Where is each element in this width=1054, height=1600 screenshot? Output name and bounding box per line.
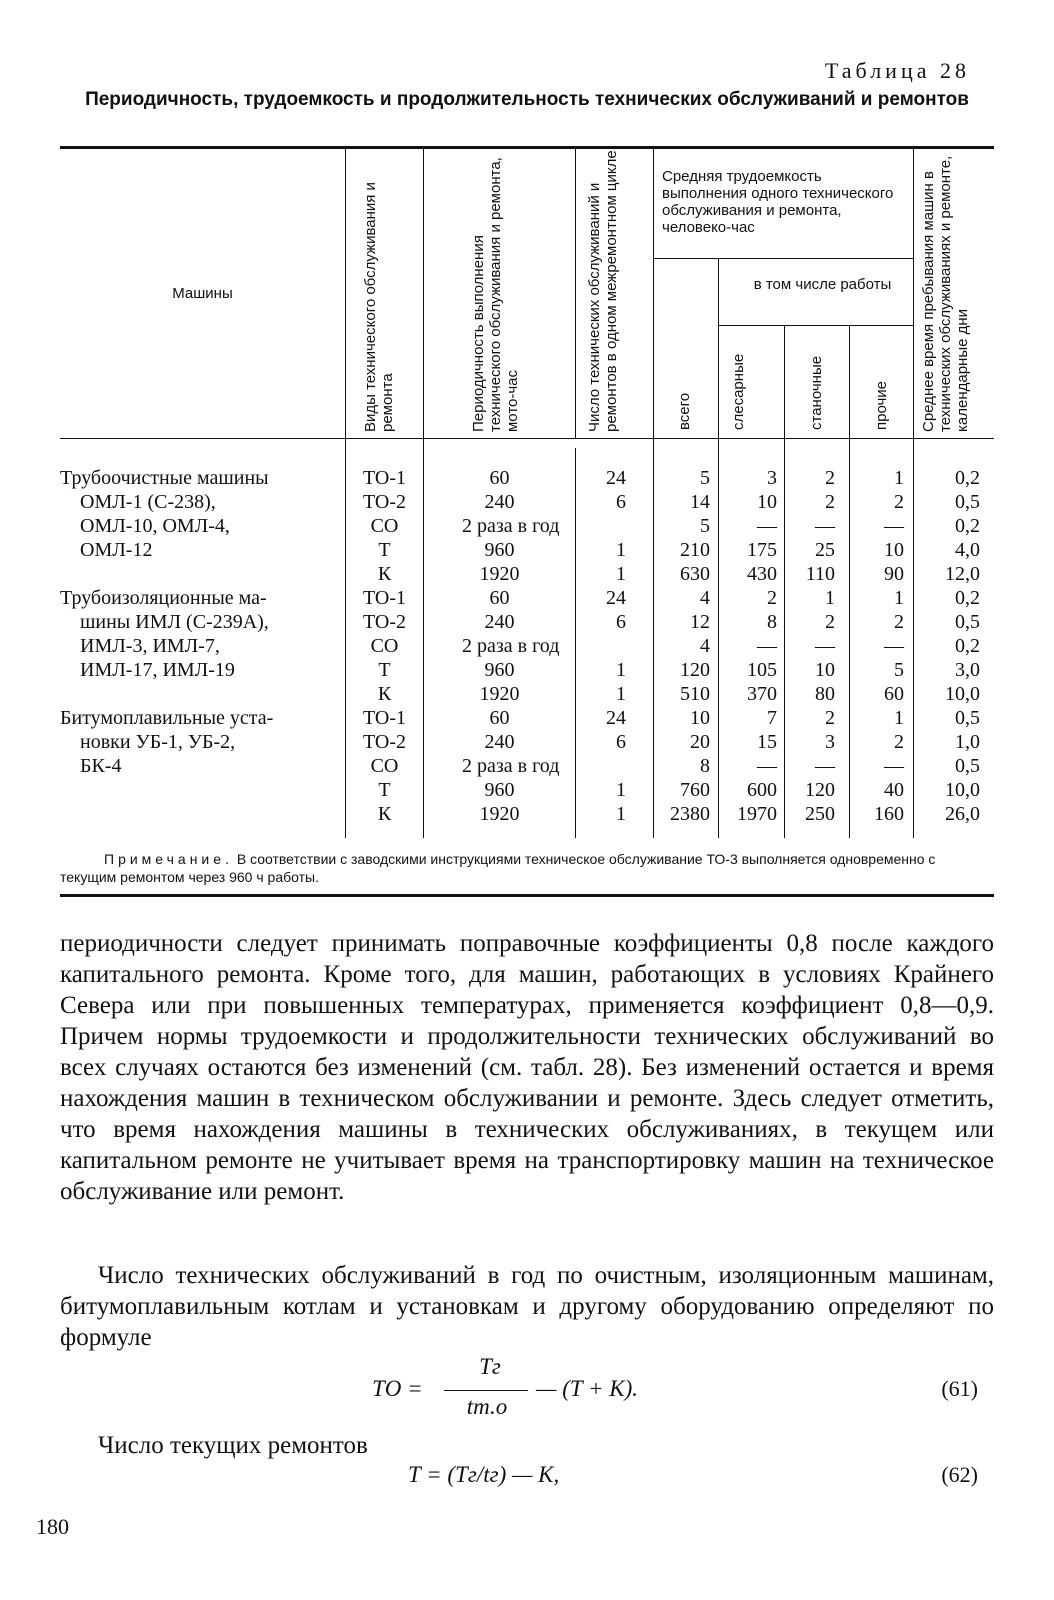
note-text: В соответствии с заводскими инструкциями техническое обслуживание ТО-3 выполняется одновременно с текущим ремонтом через 960 ч работы. <box>60 851 936 885</box>
header-including: в том числе работы <box>753 276 892 293</box>
table-cell: 105 <box>747 659 777 681</box>
table-cell: 4 <box>700 587 710 609</box>
table-cell: 8 <box>700 755 710 777</box>
table-cell: 1 <box>894 587 904 609</box>
table-cell: СО <box>370 635 399 657</box>
machine-line: Битумоплавильные уста- <box>60 707 274 729</box>
table-cell: 24 <box>606 587 626 609</box>
machine-line: БК-4 <box>80 755 122 777</box>
labor-subheader-rule <box>653 258 913 259</box>
table-cell: 7 <box>767 707 777 729</box>
table-cell: 960 <box>484 779 515 801</box>
table-cell: — <box>757 635 777 657</box>
machine-line: шины ИМЛ (С-239А), <box>80 611 269 633</box>
table-cell: ТО-2 <box>362 491 407 513</box>
table-cell: СО <box>370 515 399 537</box>
table-cell: К <box>377 563 392 585</box>
formula-61-number: (61) <box>941 1376 978 1401</box>
table-cell: 1 <box>616 659 626 681</box>
table-cell: 1 <box>616 779 626 801</box>
header-other: прочие <box>873 380 890 430</box>
table-cell: 15 <box>757 731 777 753</box>
table-cell: 0,5 <box>955 611 980 633</box>
table-cell: 2 раза в год <box>462 515 560 537</box>
table-cell: 240 <box>484 611 515 633</box>
table-cell: 2 раза в год <box>462 755 560 777</box>
table-cell: 2380 <box>670 803 710 825</box>
table-cell: 2 <box>825 611 835 633</box>
table-cell: 110 <box>805 563 835 585</box>
table-cell: 1 <box>616 683 626 705</box>
table-cell: 2 раза в год <box>462 635 560 657</box>
table-cell: 3,0 <box>955 659 980 681</box>
table-cell: 10 <box>690 707 710 729</box>
header-machine-tool: станочные <box>808 355 825 430</box>
header-machines: Машины <box>172 285 233 302</box>
table-cell: 1 <box>894 707 904 729</box>
table-cell: 0,5 <box>955 491 980 513</box>
fraction-bar <box>444 1390 528 1391</box>
table-cell: — <box>815 515 835 537</box>
table-cell: 2 <box>825 491 835 513</box>
table-cell: — <box>757 515 777 537</box>
table-cell: 0,5 <box>955 755 980 777</box>
machine-line: Трубоизоляционные ма- <box>60 587 267 609</box>
table-cell: 4,0 <box>955 539 980 561</box>
machine-line: ОМЛ-10, ОМЛ-4, <box>80 515 230 537</box>
table-cell: 60 <box>884 683 904 705</box>
table-cell: 2 <box>894 731 904 753</box>
table-cell: 760 <box>680 779 710 801</box>
table-cell: 630 <box>680 563 710 585</box>
table-cell: 175 <box>747 539 777 561</box>
header-total: всего <box>676 392 693 430</box>
table-cell: 0,5 <box>955 707 980 729</box>
table-cell: 1920 <box>479 683 520 705</box>
formula-62-number: (62) <box>941 1462 978 1487</box>
table-cell: 370 <box>747 683 777 705</box>
table-cell: 40 <box>884 779 904 801</box>
table-cell: К <box>377 803 392 825</box>
table-cell: 2 <box>825 707 835 729</box>
table-cell: 10,0 <box>945 683 980 705</box>
table-cell: 0,2 <box>955 515 980 537</box>
table-cell: — <box>815 635 835 657</box>
table-cell: 240 <box>484 731 515 753</box>
table-cell: 2 <box>767 587 777 609</box>
table-cell: 1920 <box>479 803 520 825</box>
formula-61-rhs: — (T + K). <box>536 1376 639 1401</box>
table-cell: 80 <box>815 683 835 705</box>
table-cell: Т <box>378 779 391 801</box>
table-cell: 510 <box>680 683 710 705</box>
table-cell: 3 <box>825 731 835 753</box>
table-cell: 6 <box>616 731 626 753</box>
table-cell: 60 <box>489 587 510 609</box>
machine-line: Трубоочистные машины <box>60 467 269 489</box>
page-number: 180 <box>36 1514 69 1539</box>
table-cell: 960 <box>484 659 515 681</box>
formula-61-denominator: tт.о <box>466 1394 508 1419</box>
paragraph-2: Число технических обслуживаний в год по очистным, изоляционным машинам, битумоплавильным котлам и установкам и другому оборудованию определяют по формуле <box>60 1262 994 1351</box>
table-cell: 2 <box>894 491 904 513</box>
table-cell: 24 <box>606 707 626 729</box>
header-labor: Средняя трудоемкость выполнения одного технического обслуживания и ремонта, человеко-час <box>662 168 894 236</box>
table-cell: 3 <box>767 467 777 489</box>
table-cell: 1920 <box>479 563 520 585</box>
table-note <box>60 850 994 886</box>
table-cell: Т <box>378 539 391 561</box>
table-cell: К <box>377 683 392 705</box>
table-cell: 5 <box>700 515 710 537</box>
table-cell: СО <box>370 755 399 777</box>
header-bottom-rule <box>60 438 994 439</box>
table-cell: 600 <box>747 779 777 801</box>
table-cell: 60 <box>489 467 510 489</box>
table-cell: 5 <box>894 659 904 681</box>
header-fitter: слесарные <box>730 353 747 430</box>
table-cell: 240 <box>484 491 515 513</box>
table-cell: 12,0 <box>945 563 980 585</box>
table-cell: — <box>884 635 904 657</box>
table-cell: ТО-1 <box>362 707 407 729</box>
table-cell: 24 <box>606 467 626 489</box>
table-cell: 1 <box>616 803 626 825</box>
table-cell: ТО-1 <box>362 467 407 489</box>
table-cell: ТО-1 <box>362 587 407 609</box>
header-count: Число технических обслуживаний и ремонтов в одном межремонтном цикле <box>586 150 620 432</box>
table-cell: 1,0 <box>955 731 980 753</box>
table-label: Таблица 28 <box>824 58 970 83</box>
machine-group-3 <box>60 706 338 778</box>
table-cell: 2 <box>825 467 835 489</box>
machine-line: ИМЛ-3, ИМЛ-7, <box>80 635 220 657</box>
table-cell: 90 <box>884 563 904 585</box>
table-cell: — <box>884 755 904 777</box>
header-downtime: Среднее время пребывания машин в технических обслуживаниях и ремонте, календарные дни <box>920 155 971 432</box>
table-cell: 4 <box>700 635 710 657</box>
table-cell: 6 <box>616 611 626 633</box>
paragraph-3: Число текущих ремонтов <box>98 1432 368 1459</box>
table-cell: 6 <box>616 491 626 513</box>
table-cell: 210 <box>680 539 710 561</box>
table-cell: 120 <box>805 779 835 801</box>
table-top-rule <box>60 146 994 149</box>
table-cell: 10 <box>815 659 835 681</box>
table-cell: 14 <box>690 491 710 513</box>
col-divider <box>575 148 576 438</box>
table-cell: 60 <box>489 707 510 729</box>
table-cell: 10 <box>757 491 777 513</box>
table-bottom-rule <box>60 894 994 897</box>
table-cell: ТО-2 <box>362 611 407 633</box>
table-cell: — <box>815 755 835 777</box>
machine-group-2 <box>60 586 338 682</box>
machine-group-1 <box>60 466 338 562</box>
table-cell: 8 <box>767 611 777 633</box>
table-cell: 250 <box>805 803 835 825</box>
table-cell: ТО-2 <box>362 731 407 753</box>
table-cell: 0,2 <box>955 587 980 609</box>
header-periodicity: Периодичность выполнения технического обслуживания и ремонта, мото-час <box>470 157 521 432</box>
table-cell: 1 <box>825 587 835 609</box>
table-cell: 10,0 <box>945 779 980 801</box>
machine-line: ОМЛ-1 (С-238), <box>80 491 216 513</box>
formula-61-numerator: Tг <box>479 1354 501 1379</box>
table-cell: — <box>757 755 777 777</box>
table-cell: 430 <box>747 563 777 585</box>
machine-line: ОМЛ-12 <box>80 539 153 561</box>
machine-line: новки УБ-1, УБ-2, <box>80 731 236 753</box>
table-cell: 12 <box>690 611 710 633</box>
table-cell: 0,2 <box>955 635 980 657</box>
table-cell: 5 <box>700 467 710 489</box>
note-label: Примечание. <box>104 851 233 867</box>
col-divider <box>575 448 576 838</box>
table-cell: 20 <box>690 731 710 753</box>
header-types: Виды технического обслуживания и ремонта <box>362 182 396 432</box>
table-cell: 1 <box>894 467 904 489</box>
table-cell: — <box>884 515 904 537</box>
formula-61-lhs: ТО = <box>372 1376 423 1401</box>
table-cell: 26,0 <box>945 803 980 825</box>
table-cell: 25 <box>815 539 835 561</box>
formula-62: T = (Tг/tг) — K, <box>408 1462 560 1487</box>
table-cell: 160 <box>874 803 904 825</box>
table-cell: Т <box>378 659 391 681</box>
paragraph-1: периодичности следует принимать поправочные коэффициенты 0,8 после каждого капитального ремонта. Кроме того, для машин, работающих в условиях Крайнего Севера или при повышенных температурах, применяется коэффициент 0,8—0,9. Причем нормы трудоемкости и продолжительности технических обслуживаний во всех случаях остаются без изменений (см. табл. 28). Без изменений остается и время нахождения машин в техническом обслуживании и ремонте. Здесь следует отметить, что время нахождения машины в технических обслуживаниях, в текущем или капитальном ремонте не учитывает время на транспортировку машин на техническое обслуживание или ремонт. <box>60 930 994 1205</box>
table-cell: 2 <box>894 611 904 633</box>
table-cell: 1 <box>616 563 626 585</box>
machine-line: ИМЛ-17, ИМЛ-19 <box>80 659 235 681</box>
table-cell: 10 <box>884 539 904 561</box>
table-cell: 120 <box>680 659 710 681</box>
table-cell: 1 <box>616 539 626 561</box>
table-cell: 0,2 <box>955 467 980 489</box>
table-cell: 1970 <box>737 803 777 825</box>
including-subheader-rule <box>718 325 913 326</box>
table-cell: 960 <box>484 539 515 561</box>
table-title: Периодичность, трудоемкость и продолжительность технических обслуживаний и ремонтов <box>85 89 969 110</box>
